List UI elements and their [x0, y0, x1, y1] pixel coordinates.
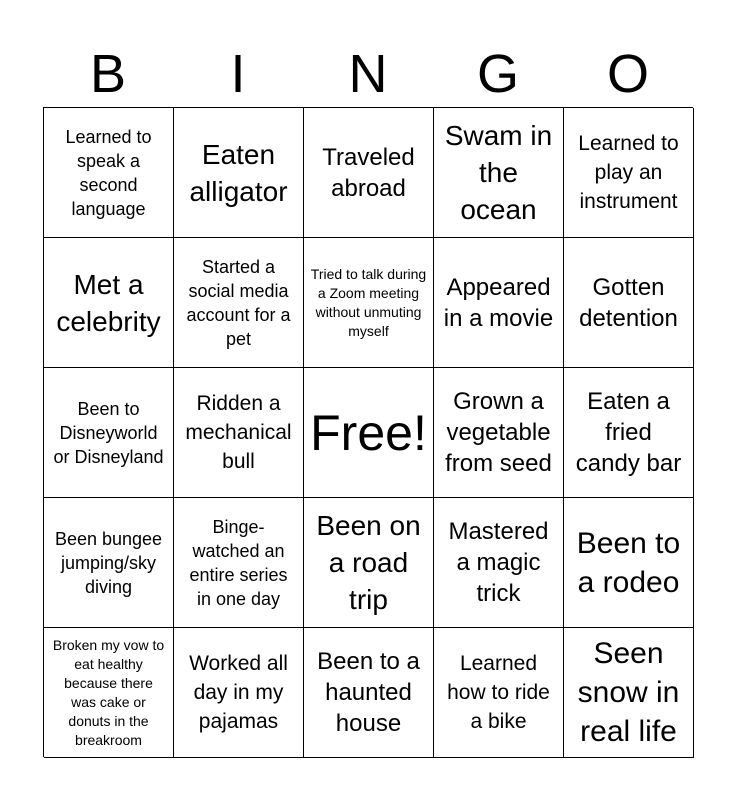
bingo-cell[interactable] [564, 238, 694, 368]
bingo-cell[interactable] [304, 628, 434, 758]
bingo-cell[interactable] [434, 628, 564, 758]
bingo-cell[interactable] [304, 238, 434, 368]
bingo-cell[interactable] [564, 628, 694, 758]
cell-text: Binge-watched an entire series in one day [189, 516, 288, 609]
cell-text: Free! [310, 404, 427, 461]
cell-text: Worked all day in my pajamas [189, 652, 288, 733]
bingo-cell[interactable] [174, 368, 304, 498]
cell-text: Started a social media account for a pet [186, 256, 291, 349]
header-letter-b: B [89, 44, 127, 104]
header-letter-i: I [230, 44, 246, 104]
bingo-cell[interactable] [174, 108, 304, 238]
cell-text: Mastered a magic trick [448, 518, 549, 607]
cell-text: Eaten a fried candy bar [575, 388, 682, 477]
bingo-cell[interactable] [174, 498, 304, 628]
cell-text: Gotten detention [579, 273, 678, 332]
cell-text: Been on a road trip [316, 510, 421, 615]
bingo-cell[interactable] [434, 238, 564, 368]
cell-text: Swam in the ocean [444, 120, 553, 225]
cell-text: Tried to talk during a Zoom meeting without unmuting myself [310, 265, 427, 339]
bingo-cell[interactable] [304, 498, 434, 628]
cell-text: Seen snow in real life [577, 637, 680, 748]
cell-text: Appeared in a movie [443, 273, 554, 332]
bingo-cell[interactable] [304, 108, 434, 238]
bingo-cell[interactable] [44, 238, 174, 368]
cell-text: Grown a vegetable from seed [445, 388, 552, 477]
bingo-cell[interactable] [434, 368, 564, 498]
bingo-cell[interactable] [434, 498, 564, 628]
bingo-cell[interactable] [434, 108, 564, 238]
cell-text: Broken my vow to eat healthy because there was cake or donuts in the breakroom [52, 636, 165, 748]
bingo-cell[interactable] [44, 628, 174, 758]
cell-text: Met a celebrity [56, 268, 161, 337]
cell-text: Been to a haunted house [317, 648, 420, 737]
bingo-header [43, 40, 693, 108]
bingo-grid [43, 107, 693, 757]
cell-text: Ridden a mechanical bull [185, 392, 292, 473]
header-letter-n: N [348, 44, 388, 104]
bingo-cell[interactable] [44, 108, 174, 238]
cell-text: Been to Disneyworld or Disneyland [53, 398, 164, 467]
free-space[interactable] [304, 368, 434, 498]
bingo-cell[interactable] [174, 628, 304, 758]
header-letter-o: O [606, 44, 649, 104]
cell-text: Traveled abroad [322, 143, 415, 202]
bingo-cell[interactable] [564, 498, 694, 628]
cell-text: Been bungee jumping/sky diving [54, 528, 163, 597]
cell-text: Learned to play an instrument [578, 132, 679, 213]
bingo-cell[interactable] [44, 498, 174, 628]
cell-text: Learned how to ride a bike [447, 652, 550, 733]
header-letter-g: G [476, 44, 519, 104]
bingo-cell[interactable] [174, 238, 304, 368]
bingo-cell[interactable] [44, 368, 174, 498]
cell-text: Learned to speak a second language [65, 126, 152, 219]
bingo-cell[interactable] [564, 368, 694, 498]
bingo-cell[interactable] [564, 108, 694, 238]
cell-text: Eaten alligator [189, 138, 288, 207]
cell-text: Been to a rodeo [576, 526, 681, 599]
